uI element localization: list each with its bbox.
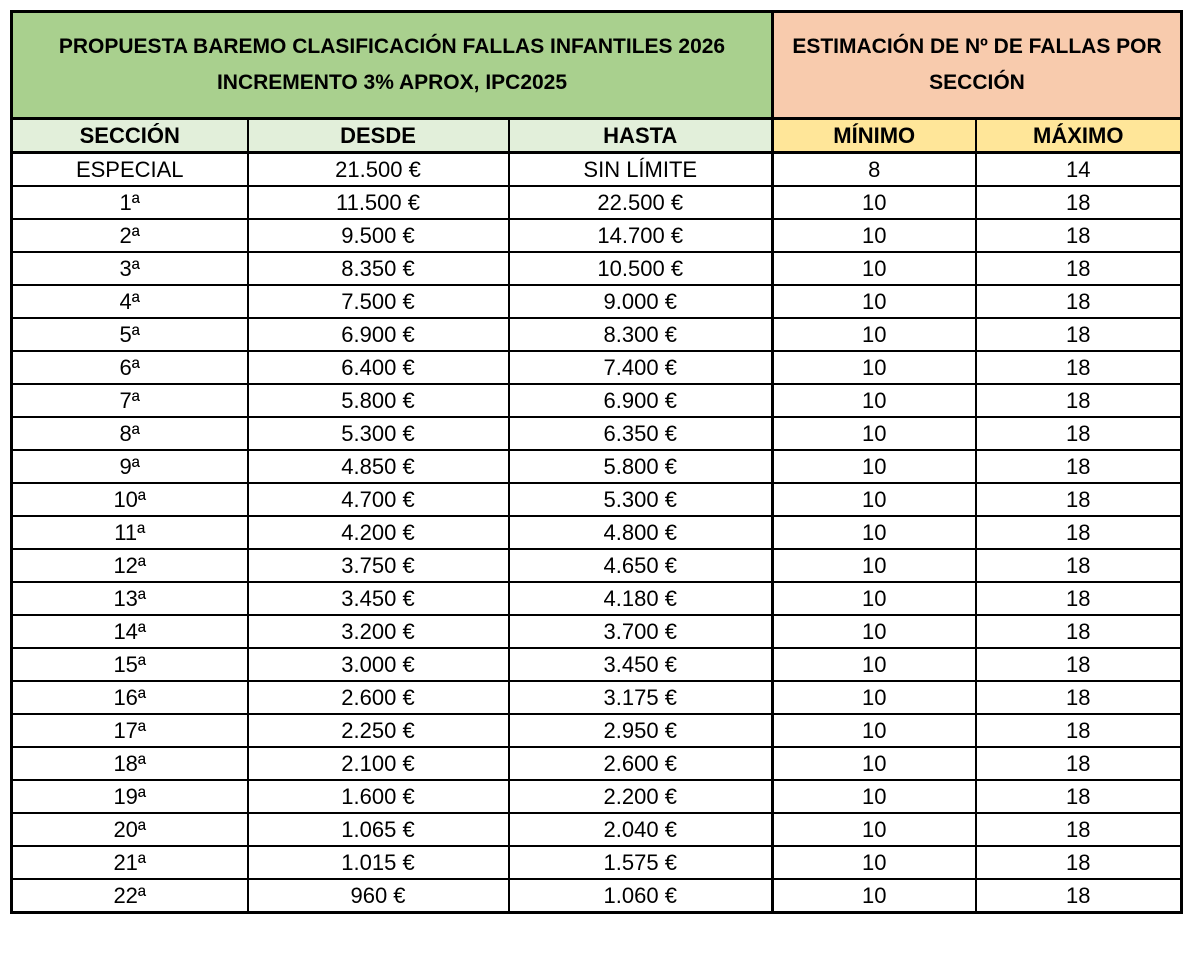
cell-hasta: 2.200 € <box>509 780 773 813</box>
cell-desde: 4.700 € <box>248 483 509 516</box>
cell-maximo: 18 <box>976 351 1182 384</box>
table-row <box>12 285 1182 318</box>
table-row <box>12 516 1182 549</box>
cell-minimo: 10 <box>773 483 976 516</box>
cell-seccion: 3ª <box>12 252 248 285</box>
cell-hasta: 7.400 € <box>509 351 773 384</box>
cell-hasta: 8.300 € <box>509 318 773 351</box>
cell-hasta: 2.600 € <box>509 747 773 780</box>
cell-desde: 2.250 € <box>248 714 509 747</box>
cell-minimo: 10 <box>773 219 976 252</box>
cell-minimo: 10 <box>773 384 976 417</box>
cell-minimo: 10 <box>773 879 976 913</box>
cell-seccion: 1ª <box>12 186 248 219</box>
cell-maximo: 18 <box>976 549 1182 582</box>
cell-hasta: 4.800 € <box>509 516 773 549</box>
cell-maximo: 18 <box>976 714 1182 747</box>
cell-desde: 9.500 € <box>248 219 509 252</box>
cell-seccion: 12ª <box>12 549 248 582</box>
cell-desde: 2.600 € <box>248 681 509 714</box>
cell-minimo: 10 <box>773 516 976 549</box>
cell-minimo: 8 <box>773 153 976 187</box>
cell-minimo: 10 <box>773 252 976 285</box>
cell-hasta: 2.950 € <box>509 714 773 747</box>
cell-minimo: 10 <box>773 318 976 351</box>
table-row <box>12 351 1182 384</box>
cell-desde: 8.350 € <box>248 252 509 285</box>
cell-minimo: 10 <box>773 285 976 318</box>
column-header-minimo: MÍNIMO <box>773 119 976 153</box>
cell-desde: 5.800 € <box>248 384 509 417</box>
column-header-row <box>12 119 1182 153</box>
column-header-maximo: MÁXIMO <box>976 119 1182 153</box>
cell-seccion: 22ª <box>12 879 248 913</box>
cell-maximo: 18 <box>976 615 1182 648</box>
cell-desde: 4.850 € <box>248 450 509 483</box>
cell-minimo: 10 <box>773 813 976 846</box>
cell-desde: 1.015 € <box>248 846 509 879</box>
cell-desde: 960 € <box>248 879 509 913</box>
cell-maximo: 18 <box>976 318 1182 351</box>
title-row <box>12 12 1182 119</box>
cell-desde: 5.300 € <box>248 417 509 450</box>
table-row <box>12 681 1182 714</box>
cell-seccion: 2ª <box>12 219 248 252</box>
cell-minimo: 10 <box>773 780 976 813</box>
table-row <box>12 780 1182 813</box>
table-row <box>12 582 1182 615</box>
cell-maximo: 18 <box>976 813 1182 846</box>
table-row <box>12 384 1182 417</box>
table-body <box>12 153 1182 913</box>
cell-hasta: 5.300 € <box>509 483 773 516</box>
cell-desde: 1.600 € <box>248 780 509 813</box>
cell-maximo: 18 <box>976 186 1182 219</box>
cell-desde: 21.500 € <box>248 153 509 187</box>
cell-seccion: 21ª <box>12 846 248 879</box>
table-row <box>12 252 1182 285</box>
cell-minimo: 10 <box>773 714 976 747</box>
cell-hasta: 9.000 € <box>509 285 773 318</box>
cell-maximo: 18 <box>976 648 1182 681</box>
cell-maximo: 18 <box>976 879 1182 913</box>
cell-desde: 11.500 € <box>248 186 509 219</box>
cell-maximo: 18 <box>976 681 1182 714</box>
cell-desde: 3.000 € <box>248 648 509 681</box>
table-row <box>12 549 1182 582</box>
cell-hasta: 6.900 € <box>509 384 773 417</box>
table-row <box>12 153 1182 187</box>
cell-seccion: 7ª <box>12 384 248 417</box>
cell-seccion: 9ª <box>12 450 248 483</box>
cell-seccion: 17ª <box>12 714 248 747</box>
cell-hasta: 14.700 € <box>509 219 773 252</box>
cell-minimo: 10 <box>773 582 976 615</box>
cell-seccion: 15ª <box>12 648 248 681</box>
cell-hasta: SIN LÍMITE <box>509 153 773 187</box>
cell-maximo: 18 <box>976 846 1182 879</box>
table-row <box>12 186 1182 219</box>
table-row <box>12 450 1182 483</box>
table-row <box>12 615 1182 648</box>
cell-seccion: 11ª <box>12 516 248 549</box>
cell-maximo: 18 <box>976 384 1182 417</box>
table-row <box>12 648 1182 681</box>
column-header-hasta: HASTA <box>509 119 773 153</box>
cell-hasta: 3.700 € <box>509 615 773 648</box>
cell-seccion: ESPECIAL <box>12 153 248 187</box>
cell-hasta: 22.500 € <box>509 186 773 219</box>
cell-hasta: 4.180 € <box>509 582 773 615</box>
table-row <box>12 846 1182 879</box>
baremo-sheet <box>10 10 1183 914</box>
table-row <box>12 483 1182 516</box>
table-row <box>12 813 1182 846</box>
estimate-title-line-1: ESTIMACIÓN DE Nº DE FALLAS POR <box>792 35 1162 58</box>
cell-hasta: 4.650 € <box>509 549 773 582</box>
cell-seccion: 18ª <box>12 747 248 780</box>
table-title-line-1: PROPUESTA BAREMO CLASIFICACIÓN FALLAS INFANTILES 2026 <box>58 35 726 58</box>
column-header-seccion: SECCIÓN <box>12 119 248 153</box>
cell-seccion: 20ª <box>12 813 248 846</box>
cell-desde: 2.100 € <box>248 747 509 780</box>
cell-maximo: 18 <box>976 483 1182 516</box>
cell-desde: 3.200 € <box>248 615 509 648</box>
table-row <box>12 417 1182 450</box>
table-row <box>12 318 1182 351</box>
cell-maximo: 18 <box>976 417 1182 450</box>
cell-seccion: 5ª <box>12 318 248 351</box>
cell-hasta: 2.040 € <box>509 813 773 846</box>
table-row <box>12 219 1182 252</box>
cell-maximo: 18 <box>976 285 1182 318</box>
cell-hasta: 10.500 € <box>509 252 773 285</box>
column-header-desde: DESDE <box>248 119 509 153</box>
cell-hasta: 1.575 € <box>509 846 773 879</box>
cell-seccion: 19ª <box>12 780 248 813</box>
cell-hasta: 3.450 € <box>509 648 773 681</box>
table-row <box>12 714 1182 747</box>
cell-maximo: 18 <box>976 450 1182 483</box>
cell-maximo: 18 <box>976 747 1182 780</box>
cell-desde: 7.500 € <box>248 285 509 318</box>
cell-seccion: 14ª <box>12 615 248 648</box>
table-row <box>12 879 1182 913</box>
cell-hasta: 1.060 € <box>509 879 773 913</box>
cell-hasta: 6.350 € <box>509 417 773 450</box>
cell-minimo: 10 <box>773 417 976 450</box>
baremo-table <box>10 10 1183 914</box>
cell-desde: 3.450 € <box>248 582 509 615</box>
cell-maximo: 18 <box>976 516 1182 549</box>
table-title-line-2: INCREMENTO 3% APROX, IPC2025 <box>216 71 568 94</box>
cell-minimo: 10 <box>773 846 976 879</box>
cell-desde: 3.750 € <box>248 549 509 582</box>
cell-desde: 6.900 € <box>248 318 509 351</box>
cell-hasta: 3.175 € <box>509 681 773 714</box>
cell-desde: 4.200 € <box>248 516 509 549</box>
cell-seccion: 16ª <box>12 681 248 714</box>
cell-maximo: 18 <box>976 582 1182 615</box>
cell-desde: 6.400 € <box>248 351 509 384</box>
cell-seccion: 6ª <box>12 351 248 384</box>
cell-seccion: 13ª <box>12 582 248 615</box>
cell-minimo: 10 <box>773 615 976 648</box>
cell-minimo: 10 <box>773 450 976 483</box>
cell-maximo: 14 <box>976 153 1182 187</box>
cell-desde: 1.065 € <box>248 813 509 846</box>
cell-maximo: 18 <box>976 252 1182 285</box>
cell-maximo: 18 <box>976 219 1182 252</box>
estimate-title-line-2: SECCIÓN <box>929 71 1025 94</box>
cell-maximo: 18 <box>976 780 1182 813</box>
cell-minimo: 10 <box>773 549 976 582</box>
cell-seccion: 10ª <box>12 483 248 516</box>
estimate-title <box>773 12 1182 119</box>
cell-minimo: 10 <box>773 648 976 681</box>
cell-seccion: 8ª <box>12 417 248 450</box>
cell-hasta: 5.800 € <box>509 450 773 483</box>
cell-minimo: 10 <box>773 681 976 714</box>
table-row <box>12 747 1182 780</box>
cell-minimo: 10 <box>773 747 976 780</box>
cell-minimo: 10 <box>773 186 976 219</box>
cell-minimo: 10 <box>773 351 976 384</box>
cell-seccion: 4ª <box>12 285 248 318</box>
table-title <box>12 12 773 119</box>
